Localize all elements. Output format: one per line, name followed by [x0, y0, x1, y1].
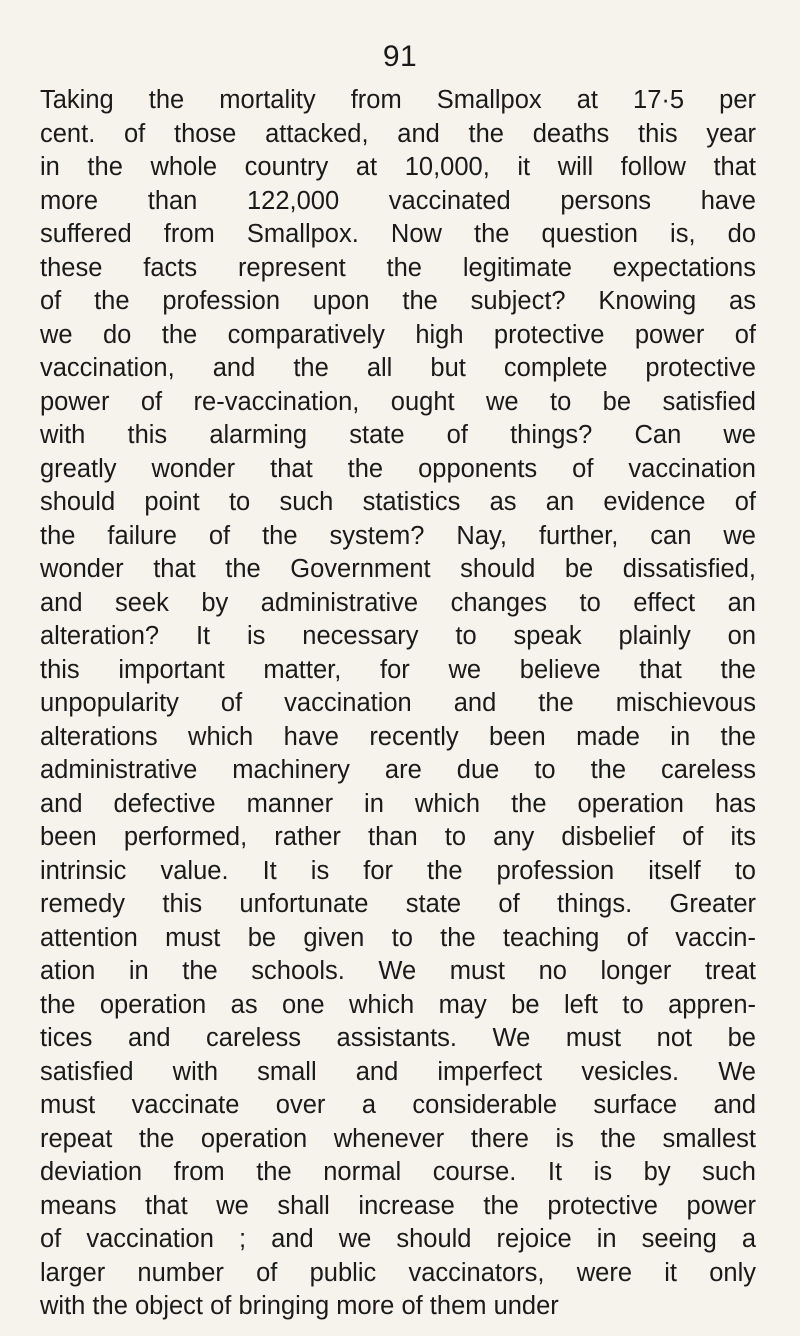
text-line: administrative machinery are due to the careless — [40, 756, 756, 784]
text-line: tices and careless assistants. We must not be — [40, 1024, 756, 1052]
text-line: with the object of bringing more of them under — [40, 1292, 559, 1320]
text-line: and defective manner in which the operation has — [40, 789, 756, 818]
text-line: these facts represent the legitimate expectations — [40, 253, 756, 282]
text-line: with this alarming state of things? Can we — [40, 421, 756, 449]
text-line: satisfied with small and imperfect vesicles. We — [40, 1057, 756, 1086]
text-line: suffered from Smallpox. Now the question is, do — [40, 220, 756, 248]
text-line: vaccination, and the all but complete protective — [40, 354, 756, 382]
text-line: should point to such statistics as an evidence of — [40, 488, 756, 516]
page-number: 91 — [382, 40, 418, 73]
text-line: power of re-vaccination, ought we to be satisfied — [40, 387, 756, 416]
body-paragraph — [40, 84, 756, 1324]
text-line: means that we shall increase the protective power — [40, 1191, 756, 1220]
text-line: cent. of those attacked, and the deaths this year — [40, 119, 756, 148]
text-line: the operation as one which may be left to appren- — [40, 990, 756, 1019]
text-line: Taking the mortality from Smallpox at 17·5 per — [40, 86, 756, 114]
text-line: greatly wonder that the opponents of vaccination — [40, 454, 756, 483]
text-line: larger number of public vaccinators, were it only — [40, 1258, 756, 1287]
text-line: we do the comparatively high protective power of — [40, 320, 756, 349]
text-line: alteration? It is necessary to speak plainly on — [40, 622, 756, 650]
text-line: attention must be given to the teaching of vaccin- — [40, 923, 756, 952]
text-line: more than 122,000 vaccinated persons have — [40, 186, 756, 215]
text-line: remedy this unfortunate state of things. Greater — [40, 890, 756, 918]
text-line: been performed, rather than to any disbelief of its — [40, 823, 756, 851]
text-line: unpopularity of vaccination and the mischievous — [40, 689, 756, 717]
text-line: of the profession upon the subject? Knowing as — [40, 287, 756, 315]
text-line: must vaccinate over a considerable surface and — [40, 1091, 756, 1119]
text-line: ation in the schools. We must no longer treat — [40, 957, 756, 985]
text-line: deviation from the normal course. It is by such — [40, 1158, 756, 1186]
text-line: of vaccination ; and we should rejoice in seeing a — [40, 1225, 756, 1253]
text-line: in the whole country at 10,000, it will follow that — [40, 153, 756, 181]
text-line: wonder that the Government should be dissatisfied, — [40, 555, 756, 583]
text-line: the failure of the system? Nay, further, can we — [40, 521, 756, 550]
text-line: alterations which have recently been made in the — [40, 722, 756, 751]
text-line: this important matter, for we believe that the — [40, 655, 756, 684]
text-line: and seek by administrative changes to effect an — [40, 588, 756, 617]
text-line: intrinsic value. It is for the profession itself to — [40, 856, 756, 885]
text-line: repeat the operation whenever there is the smallest — [40, 1124, 756, 1153]
